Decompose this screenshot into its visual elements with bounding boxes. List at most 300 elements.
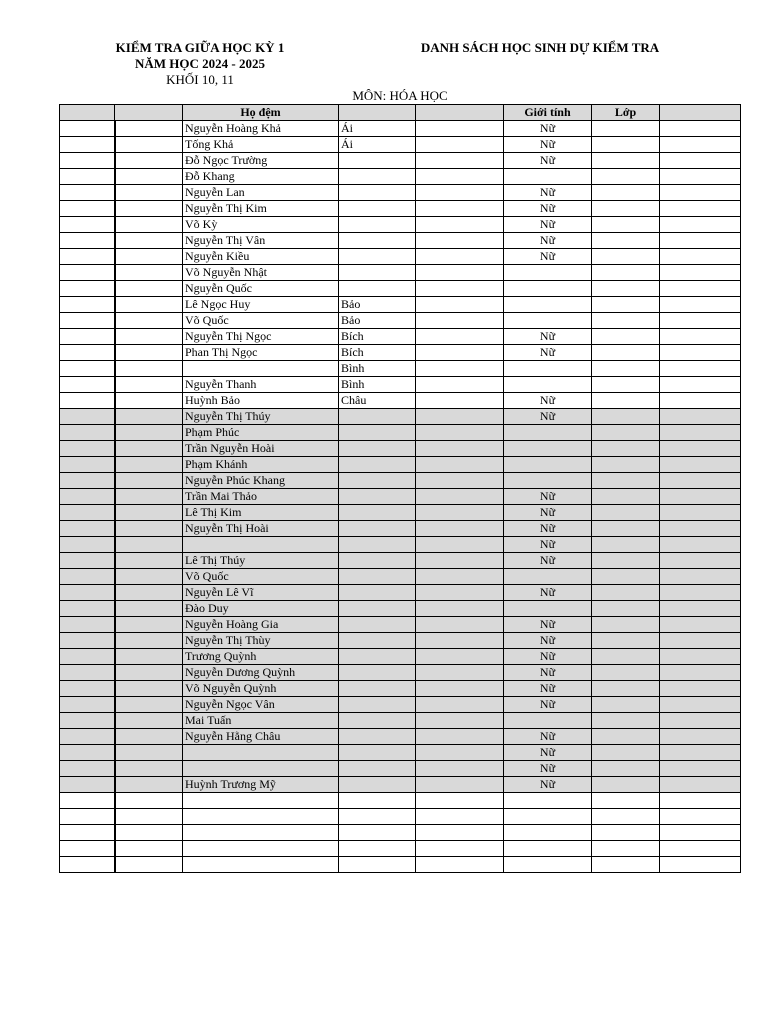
cell-lop: [592, 425, 660, 441]
column-header-lop: Lớp: [592, 105, 660, 121]
cell-lop: [592, 553, 660, 569]
cell-ten: [339, 617, 416, 633]
cell-ho-dem: Lê Ngọc Huy: [183, 297, 339, 313]
cell-blank: [115, 569, 183, 585]
cell-blank: [60, 681, 115, 697]
cell-blank: [660, 393, 741, 409]
cell-ten: [339, 185, 416, 201]
cell-blank: [416, 169, 504, 185]
cell-blank: [416, 505, 504, 521]
cell-ten: [339, 665, 416, 681]
cell-blank: [60, 777, 115, 793]
cell-blank: [416, 457, 504, 473]
cell-gioi-tinh: [504, 793, 592, 809]
cell-ten: [339, 697, 416, 713]
cell-lop: [592, 329, 660, 345]
cell-ho-dem: Nguyễn Lê Vĩ: [183, 585, 339, 601]
cell-blank: [416, 281, 504, 297]
cell-gioi-tinh: Nữ: [504, 665, 592, 681]
cell-ho-dem: [183, 809, 339, 825]
cell-blank: [115, 473, 183, 489]
cell-ho-dem: Huỳnh Trương Mỹ: [183, 777, 339, 793]
cell-blank: [660, 793, 741, 809]
cell-blank: [660, 345, 741, 361]
cell-blank: [115, 617, 183, 633]
cell-lop: [592, 377, 660, 393]
table-row: [60, 697, 741, 713]
cell-gioi-tinh: [504, 601, 592, 617]
cell-blank: [115, 185, 183, 201]
cell-blank: [60, 361, 115, 377]
cell-blank: [416, 553, 504, 569]
cell-ho-dem: Phạm Phúc: [183, 425, 339, 441]
cell-ho-dem: Nguyễn Thị Hoài: [183, 521, 339, 537]
cell-blank: [416, 185, 504, 201]
cell-blank: [115, 585, 183, 601]
cell-ho-dem: [183, 745, 339, 761]
cell-gioi-tinh: Nữ: [504, 745, 592, 761]
cell-lop: [592, 121, 660, 137]
table-row: [60, 729, 741, 745]
cell-gioi-tinh: Nữ: [504, 521, 592, 537]
cell-blank: [115, 329, 183, 345]
cell-ho-dem: Nguyễn Thị Thúy: [183, 409, 339, 425]
cell-ho-dem: Võ Nguyễn Quỳnh: [183, 681, 339, 697]
cell-lop: [592, 217, 660, 233]
table-row: [60, 585, 741, 601]
cell-blank: [60, 169, 115, 185]
cell-blank: [416, 489, 504, 505]
cell-blank: [660, 729, 741, 745]
cell-blank: [115, 681, 183, 697]
cell-blank: [660, 537, 741, 553]
cell-blank: [115, 505, 183, 521]
cell-ho-dem: [183, 825, 339, 841]
cell-gioi-tinh: [504, 377, 592, 393]
cell-ho-dem: [183, 361, 339, 377]
list-title: DANH SÁCH HỌC SINH DỰ KIỂM TRA: [420, 40, 660, 55]
cell-gioi-tinh: [504, 297, 592, 313]
cell-ho-dem: Tống Khả: [183, 137, 339, 153]
cell-gioi-tinh: Nữ: [504, 249, 592, 265]
cell-blank: [660, 137, 741, 153]
cell-blank: [60, 617, 115, 633]
cell-gioi-tinh: Nữ: [504, 137, 592, 153]
cell-ho-dem: Mai Tuấn: [183, 713, 339, 729]
cell-blank: [60, 553, 115, 569]
cell-blank: [660, 825, 741, 841]
cell-ho-dem: Trần Nguyễn Hoài: [183, 441, 339, 457]
cell-ten: [339, 201, 416, 217]
cell-blank: [115, 393, 183, 409]
cell-gioi-tinh: [504, 841, 592, 857]
cell-blank: [660, 121, 741, 137]
cell-blank: [60, 281, 115, 297]
cell-ho-dem: Võ Quốc: [183, 313, 339, 329]
cell-blank: [660, 265, 741, 281]
cell-ten: [339, 601, 416, 617]
cell-blank: [416, 393, 504, 409]
cell-blank: [60, 233, 115, 249]
cell-lop: [592, 713, 660, 729]
table-row: [60, 777, 741, 793]
cell-blank: [115, 121, 183, 137]
cell-blank: [60, 297, 115, 313]
cell-blank: [416, 521, 504, 537]
cell-blank: [60, 521, 115, 537]
column-header-ho-dem: Họ đệm: [183, 105, 339, 121]
cell-ho-dem: Võ Quốc: [183, 569, 339, 585]
cell-blank: [660, 201, 741, 217]
cell-ten: [339, 169, 416, 185]
cell-blank: [660, 521, 741, 537]
cell-blank: [115, 649, 183, 665]
cell-ho-dem: Nguyễn Kiều: [183, 249, 339, 265]
cell-gioi-tinh: Nữ: [504, 505, 592, 521]
cell-lop: [592, 521, 660, 537]
table-row: [60, 137, 741, 153]
cell-blank: [60, 473, 115, 489]
cell-blank: [416, 537, 504, 553]
cell-ho-dem: Nguyễn Hằng Châu: [183, 729, 339, 745]
cell-blank: [660, 473, 741, 489]
cell-gioi-tinh: Nữ: [504, 633, 592, 649]
cell-blank: [416, 585, 504, 601]
table-row: [60, 761, 741, 777]
cell-lop: [592, 857, 660, 873]
cell-gioi-tinh: Nữ: [504, 153, 592, 169]
cell-ho-dem: Nguyễn Thị Ngọc: [183, 329, 339, 345]
cell-blank: [660, 185, 741, 201]
cell-gioi-tinh: [504, 425, 592, 441]
cell-lop: [592, 617, 660, 633]
table-row: [60, 681, 741, 697]
cell-ten: [339, 249, 416, 265]
cell-ten: [339, 633, 416, 649]
cell-gioi-tinh: [504, 569, 592, 585]
cell-ho-dem: Phạm Khánh: [183, 457, 339, 473]
cell-ho-dem: Huỳnh Bảo: [183, 393, 339, 409]
cell-blank: [115, 441, 183, 457]
cell-blank: [660, 489, 741, 505]
cell-blank: [416, 233, 504, 249]
cell-ten: [339, 153, 416, 169]
cell-blank: [115, 713, 183, 729]
cell-ten: Bình: [339, 361, 416, 377]
cell-ho-dem: [183, 761, 339, 777]
subject-label: MÔN: HÓA HỌC: [352, 88, 448, 103]
cell-gioi-tinh: Nữ: [504, 649, 592, 665]
cell-blank: [115, 729, 183, 745]
cell-blank: [115, 169, 183, 185]
cell-blank: [60, 345, 115, 361]
cell-blank: [60, 793, 115, 809]
cell-blank: [115, 345, 183, 361]
cell-blank: [60, 761, 115, 777]
cell-lop: [592, 809, 660, 825]
table-row: [60, 281, 741, 297]
cell-blank: [115, 201, 183, 217]
cell-blank: [115, 857, 183, 873]
cell-lop: [592, 681, 660, 697]
cell-gioi-tinh: [504, 169, 592, 185]
cell-blank: [416, 265, 504, 281]
cell-ho-dem: Nguyễn Hoàng Khả: [183, 121, 339, 137]
cell-ho-dem: Võ Kỳ: [183, 217, 339, 233]
cell-blank: [115, 841, 183, 857]
cell-ten: [339, 713, 416, 729]
table-row: [60, 537, 741, 553]
cell-blank: [115, 153, 183, 169]
cell-blank: [660, 649, 741, 665]
cell-ten: Bích: [339, 345, 416, 361]
cell-blank: [660, 761, 741, 777]
cell-ho-dem: Nguyễn Ngọc Vân: [183, 697, 339, 713]
cell-gioi-tinh: [504, 457, 592, 473]
cell-gioi-tinh: Nữ: [504, 553, 592, 569]
table-row: [60, 713, 741, 729]
cell-lop: [592, 729, 660, 745]
cell-lop: [592, 137, 660, 153]
cell-ten: [339, 217, 416, 233]
cell-blank: [115, 313, 183, 329]
cell-blank: [416, 665, 504, 681]
table-row: [60, 505, 741, 521]
cell-blank: [660, 313, 741, 329]
cell-blank: [660, 217, 741, 233]
cell-ten: [339, 793, 416, 809]
cell-gioi-tinh: Nữ: [504, 201, 592, 217]
cell-blank: [60, 601, 115, 617]
cell-ho-dem: Lê Thị Kim: [183, 505, 339, 521]
cell-gioi-tinh: Nữ: [504, 617, 592, 633]
cell-blank: [660, 665, 741, 681]
cell-blank: [60, 185, 115, 201]
cell-blank: [60, 569, 115, 585]
cell-ten: [339, 537, 416, 553]
cell-gioi-tinh: Nữ: [504, 217, 592, 233]
cell-ten: [339, 841, 416, 857]
cell-blank: [60, 697, 115, 713]
table-row: [60, 809, 741, 825]
cell-blank: [60, 489, 115, 505]
cell-gioi-tinh: [504, 825, 592, 841]
cell-ten: [339, 489, 416, 505]
cell-blank: [660, 297, 741, 313]
cell-ho-dem: Nguyễn Dương Quỳnh: [183, 665, 339, 681]
cell-blank: [660, 745, 741, 761]
table-row: [60, 265, 741, 281]
cell-blank: [60, 825, 115, 841]
cell-gioi-tinh: [504, 473, 592, 489]
cell-gioi-tinh: [504, 265, 592, 281]
cell-blank: [660, 713, 741, 729]
cell-blank: [416, 249, 504, 265]
cell-ten: Bình: [339, 377, 416, 393]
cell-gioi-tinh: Nữ: [504, 697, 592, 713]
cell-blank: [416, 777, 504, 793]
cell-blank: [660, 505, 741, 521]
cell-blank: [660, 457, 741, 473]
cell-blank: [60, 457, 115, 473]
cell-blank: [60, 841, 115, 857]
cell-ten: [339, 473, 416, 489]
cell-ho-dem: Nguyễn Quốc: [183, 281, 339, 297]
table-row: [60, 841, 741, 857]
cell-blank: [660, 377, 741, 393]
cell-blank: [60, 665, 115, 681]
cell-gioi-tinh: Nữ: [504, 409, 592, 425]
cell-lop: [592, 841, 660, 857]
cell-lop: [592, 441, 660, 457]
exam-title: KIỂM TRA GIỮA HỌC KỲ 1: [115, 40, 285, 55]
column-header: [416, 105, 504, 121]
cell-blank: [416, 649, 504, 665]
cell-blank: [60, 329, 115, 345]
student-table: [59, 104, 741, 873]
cell-lop: [592, 457, 660, 473]
cell-lop: [592, 697, 660, 713]
cell-blank: [115, 137, 183, 153]
cell-blank: [660, 233, 741, 249]
cell-blank: [115, 521, 183, 537]
cell-blank: [60, 745, 115, 761]
cell-blank: [115, 217, 183, 233]
cell-blank: [416, 569, 504, 585]
cell-ho-dem: Đỗ Khang: [183, 169, 339, 185]
cell-blank: [416, 329, 504, 345]
cell-blank: [115, 665, 183, 681]
cell-ho-dem: Nguyễn Hoàng Gia: [183, 617, 339, 633]
cell-ho-dem: Nguyễn Phúc Khang: [183, 473, 339, 489]
cell-lop: [592, 825, 660, 841]
table-row: [60, 169, 741, 185]
cell-blank: [60, 265, 115, 281]
table-row: [60, 441, 741, 457]
cell-blank: [115, 265, 183, 281]
cell-blank: [660, 633, 741, 649]
cell-blank: [60, 633, 115, 649]
cell-blank: [115, 601, 183, 617]
cell-blank: [60, 713, 115, 729]
cell-ten: [339, 761, 416, 777]
cell-blank: [416, 617, 504, 633]
cell-blank: [660, 169, 741, 185]
cell-blank: [60, 649, 115, 665]
cell-ho-dem: [183, 793, 339, 809]
cell-lop: [592, 473, 660, 489]
cell-blank: [660, 153, 741, 169]
cell-ten: [339, 745, 416, 761]
cell-lop: [592, 201, 660, 217]
cell-blank: [115, 297, 183, 313]
cell-lop: [592, 505, 660, 521]
cell-lop: [592, 745, 660, 761]
cell-ten: [339, 233, 416, 249]
cell-blank: [115, 425, 183, 441]
table-row: [60, 473, 741, 489]
table-row: [60, 745, 741, 761]
cell-gioi-tinh: Nữ: [504, 729, 592, 745]
cell-gioi-tinh: Nữ: [504, 537, 592, 553]
cell-blank: [60, 121, 115, 137]
table-row: [60, 457, 741, 473]
table-row: [60, 377, 741, 393]
table-row: [60, 153, 741, 169]
table-row: [60, 633, 741, 649]
table-row: [60, 825, 741, 841]
cell-blank: [660, 361, 741, 377]
table-body: [60, 121, 741, 873]
cell-gioi-tinh: [504, 313, 592, 329]
cell-blank: [416, 601, 504, 617]
cell-lop: [592, 793, 660, 809]
cell-blank: [60, 425, 115, 441]
cell-ho-dem: [183, 857, 339, 873]
cell-ho-dem: Phan Thị Ngọc: [183, 345, 339, 361]
cell-ten: [339, 553, 416, 569]
cell-blank: [660, 585, 741, 601]
table-row: [60, 249, 741, 265]
cell-blank: [60, 393, 115, 409]
cell-ho-dem: Võ Nguyễn Nhật: [183, 265, 339, 281]
cell-ten: [339, 441, 416, 457]
cell-blank: [660, 425, 741, 441]
table-row: [60, 217, 741, 233]
table-row: [60, 185, 741, 201]
cell-ten: [339, 265, 416, 281]
cell-ten: [339, 681, 416, 697]
cell-blank: [115, 633, 183, 649]
cell-blank: [115, 809, 183, 825]
cell-ten: [339, 281, 416, 297]
cell-blank: [416, 745, 504, 761]
cell-blank: [416, 809, 504, 825]
table-row: [60, 553, 741, 569]
cell-ten: [339, 585, 416, 601]
cell-ten: [339, 425, 416, 441]
cell-lop: [592, 665, 660, 681]
cell-lop: [592, 265, 660, 281]
cell-blank: [60, 729, 115, 745]
cell-blank: [60, 217, 115, 233]
grade-label: KHỐI 10, 11: [166, 72, 234, 87]
cell-ten: [339, 649, 416, 665]
cell-ho-dem: Lê Thị Thúy: [183, 553, 339, 569]
column-header: [115, 105, 183, 121]
cell-blank: [115, 457, 183, 473]
cell-blank: [60, 377, 115, 393]
cell-ten: Bích: [339, 329, 416, 345]
table-row: [60, 121, 741, 137]
cell-blank: [416, 473, 504, 489]
cell-gioi-tinh: Nữ: [504, 777, 592, 793]
cell-blank: [416, 697, 504, 713]
cell-blank: [416, 217, 504, 233]
cell-ten: [339, 777, 416, 793]
cell-blank: [416, 793, 504, 809]
cell-blank: [115, 409, 183, 425]
cell-blank: [115, 233, 183, 249]
cell-blank: [115, 361, 183, 377]
cell-gioi-tinh: Nữ: [504, 233, 592, 249]
cell-lop: [592, 489, 660, 505]
cell-ten: Bảo: [339, 297, 416, 313]
cell-ho-dem: Nguyễn Thị Kim: [183, 201, 339, 217]
cell-blank: [115, 745, 183, 761]
school-year: NĂM HỌC 2024 - 2025: [135, 56, 265, 71]
cell-blank: [60, 153, 115, 169]
